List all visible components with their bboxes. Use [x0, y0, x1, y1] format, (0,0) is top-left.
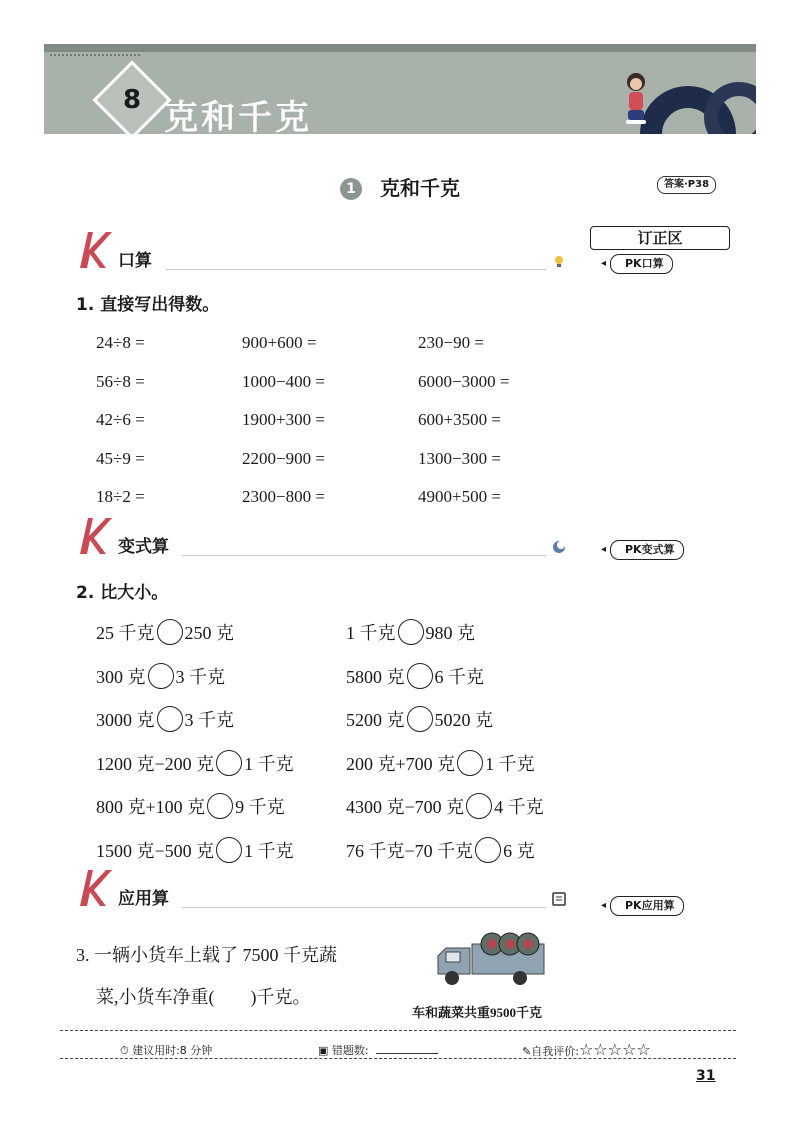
lightbulb-icon: [552, 254, 566, 268]
section-title-text: 克和千克: [380, 176, 460, 200]
compare-item: 3000 克 3 千克: [96, 699, 294, 743]
correction-area-box: [590, 226, 730, 250]
compare-item: 76 千克−70 千克 6 克: [346, 830, 544, 874]
compare-circle-input[interactable]: [216, 750, 242, 776]
compare-circle-input[interactable]: [475, 837, 501, 863]
category-applied-label: 应用算: [118, 889, 169, 909]
q1-item: 900+600 =: [242, 333, 317, 352]
footer-errors: ▣ 错题数:: [318, 1042, 438, 1058]
q3-line: 菜,小货车净重( )千克。: [96, 987, 311, 1007]
answer-ref-tag: 答案·P38: [657, 176, 716, 194]
q1-col3: [418, 324, 509, 517]
compare-item: 800 克+100 克 9 千克: [96, 786, 294, 830]
compare-circle-input[interactable]: [466, 793, 492, 819]
category-rule: [166, 269, 546, 270]
decor-ring-small-icon: [704, 82, 756, 134]
q3-line: 3. 一辆小货车上载了 7500 千克蔬: [76, 945, 337, 965]
compare-circle-input[interactable]: [148, 663, 174, 689]
banner-stripe: [44, 44, 756, 52]
q2-right-column: [346, 612, 544, 874]
side-tag-applied: ◂ PK应用算: [610, 896, 684, 916]
compare-circle-input[interactable]: [407, 663, 433, 689]
pencil-icon: ✎: [522, 1045, 532, 1058]
compare-circle-input[interactable]: [457, 750, 483, 776]
compare-circle-input[interactable]: [157, 706, 183, 732]
category-variant-label: 变式算: [118, 537, 169, 557]
q1-col2: [242, 324, 325, 517]
compare-item: 25 千克 250 克: [96, 612, 294, 656]
compare-circle-input[interactable]: [207, 793, 233, 819]
k-logo-icon: [76, 228, 114, 270]
compare-item: 1500 克−500 克 1 千克: [96, 830, 294, 874]
q1-label: 1. 直接写出得数。: [76, 295, 220, 315]
q1-item: 2300−800 =: [242, 487, 325, 506]
compare-item: 1200 克−200 克 1 千克: [96, 743, 294, 787]
compare-item: 200 克+700 克 1 千克: [346, 743, 544, 787]
category-oral-label: 口算: [118, 251, 152, 271]
q3-text: [76, 934, 337, 1018]
side-tag-oral: ◂ PK口算: [610, 254, 673, 274]
q1-item: 2200−900 =: [242, 448, 325, 468]
q1-item: 45÷9 =: [96, 448, 145, 468]
truck-caption: 车和蔬菜共重9500千克: [412, 1005, 543, 1020]
q1-item: 1000−400 =: [242, 371, 325, 391]
footer-time: ⏱ 建议用时:8 分钟: [120, 1044, 213, 1057]
q1-item: 6000−3000 =: [418, 371, 510, 391]
truck-illustration-icon: [432, 930, 550, 990]
error-count-icon: ▣: [318, 1044, 329, 1057]
q1-item: 56÷8 =: [96, 371, 145, 391]
compare-circle-input[interactable]: [407, 706, 433, 732]
q1-item: 18÷2 =: [96, 487, 145, 506]
moon-icon: [552, 540, 566, 554]
q1-item: 1900+300 =: [242, 410, 325, 429]
q1-item: 600+3500 =: [418, 410, 501, 429]
section-badge: 1: [340, 178, 362, 200]
side-tag-variant: ◂ PK变式算: [610, 540, 684, 560]
footer-rule-top: [60, 1030, 736, 1031]
page-number: 31: [696, 1068, 716, 1084]
unit-number: 8: [122, 85, 142, 115]
error-count-input[interactable]: [376, 1053, 438, 1054]
q2-label: 2. 比大小。: [76, 583, 169, 603]
q1-item: 42÷6 =: [96, 410, 145, 429]
compare-item: 5800 克 6 千克: [346, 656, 544, 700]
k-logo-icon: [76, 514, 114, 556]
girl-illustration-icon: [616, 70, 656, 130]
q1-item: 4900+500 =: [418, 487, 501, 506]
compare-item: 4300 克−700 克 4 千克: [346, 786, 544, 830]
category-rule: [182, 555, 546, 556]
correction-area-label: 订正区: [637, 229, 683, 247]
compare-item: 5200 克 5020 克: [346, 699, 544, 743]
unit-title: 克和千克: [164, 98, 312, 134]
k-logo-icon: [76, 866, 114, 908]
category-applied: [76, 874, 566, 908]
banner-dots: [50, 54, 140, 58]
clock-icon: ⏱: [120, 1044, 129, 1057]
compare-circle-input[interactable]: [398, 619, 424, 645]
footer-self-eval: ✎自我评价:☆☆☆☆☆: [522, 1040, 651, 1059]
category-oral: [76, 236, 566, 270]
compare-circle-input[interactable]: [157, 619, 183, 645]
q1-item: 230−90 =: [418, 333, 484, 352]
category-variant: [76, 522, 566, 556]
q1-col1: [96, 324, 145, 517]
q2-left-column: [96, 612, 294, 874]
compare-item: 300 克 3 千克: [96, 656, 294, 700]
unit-banner: [44, 44, 756, 134]
compare-item: 1 千克 980 克: [346, 612, 544, 656]
q1-item: 1300−300 =: [418, 448, 501, 468]
rating-stars[interactable]: ☆☆☆☆☆: [578, 1040, 651, 1059]
q1-item: 24÷8 =: [96, 333, 145, 352]
compare-circle-input[interactable]: [216, 837, 242, 863]
notebook-icon: [552, 892, 566, 906]
category-rule: [182, 907, 546, 908]
